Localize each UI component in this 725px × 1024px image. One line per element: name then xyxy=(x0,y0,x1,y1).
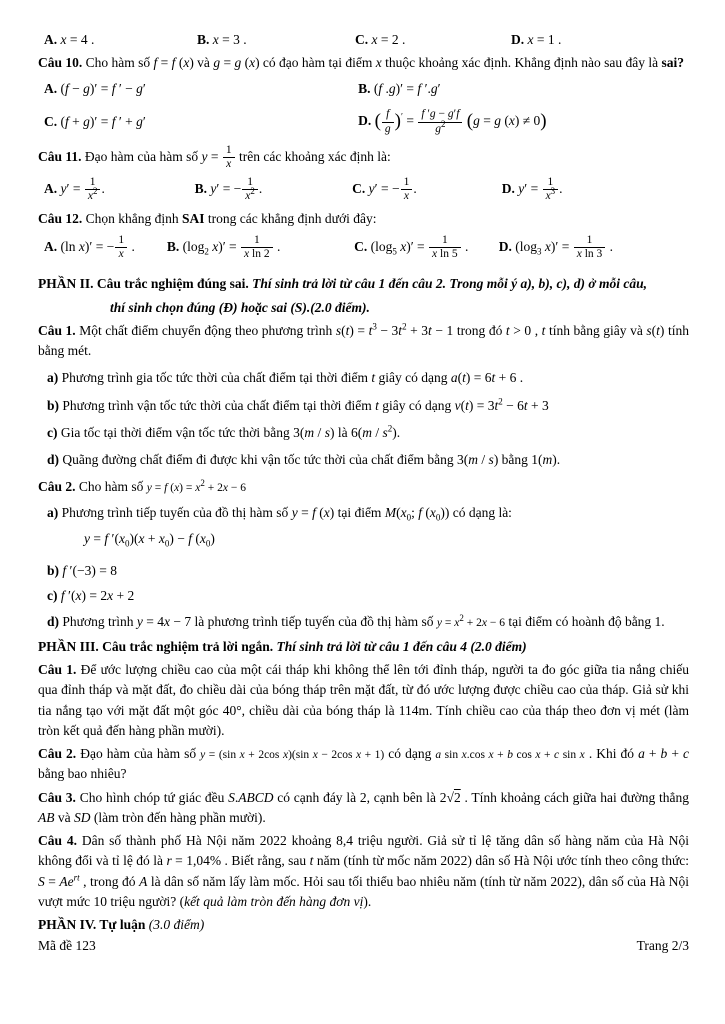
part2-question-2-stem: Câu 2. Cho hàm số y = f $(x) = x^2 + 2x - 6$ xyxy=(38,478,246,495)
q12-option-d: D. ($\log_3$ x)′ = $\frac{1}{\text{x ln 3}}$ . xyxy=(498,233,614,261)
p2q1-item-a: a) Phương trình gia tốc tức thời của chất điểm tại thời điểm t giây có dạng a(t) = 6t + 6 . xyxy=(47,370,524,386)
question-10-stem: Câu 10. Cho hàm số f = f (x) và g = g (x) có đạo hàm tại điểm x thuộc khoảng xác định. Khẳng định nào sau đây là sai? xyxy=(38,55,684,71)
q12-option-a: A. (ln x)′ = − $\frac{1}{x}$ . xyxy=(44,233,135,261)
q12-option-c: C. ($\log_5$ x)′ = $\frac{1}{\text{x ln 5}}$ . xyxy=(354,233,469,261)
question-12-stem: Câu 12. Chọn khẳng định SAI trong các khẳng định dưới đây: xyxy=(38,210,377,226)
question-11-stem: Câu 11. Đạo hàm của hàm số y = $\frac{1}{x}$ trên các khoảng xác định là: xyxy=(38,143,391,171)
page-number: Trang 2/3 xyxy=(636,938,689,954)
part3-question-2: Câu 2. Đạo hàm của hàm số y = (sin x + 2cos x)(sin x − 2cos x + 1) có dạng a sin x.cos x + b cos x + c sin x . Khi đó a + b + c bằng bao nhiêu? xyxy=(38,746,689,782)
q11-option-c: C. y′ = − $\frac{1}{x}$ . xyxy=(352,176,417,203)
answer-row xyxy=(44,30,689,50)
answer-option-b: B. x = 3 . xyxy=(197,32,247,47)
answer-option-d: D. x = 1 . xyxy=(511,32,562,47)
p2q1-item-c: c) Gia tốc tại thời điểm vận tốc tức thời bằng 3(m / s) là $6(m / s^2)$. xyxy=(47,423,401,440)
part4-header: PHẦN IV. Tự luận (3.0 điểm) xyxy=(38,917,205,933)
question-12-options xyxy=(44,234,689,261)
part3-header: PHẦN III. Câu trắc nghiệm trả lời ngắn. Thí sinh trả lời từ câu 1 đến câu 4 (2.0 điểm) xyxy=(38,638,527,654)
q10-option-d: D. ( $\frac{f}{g}$ )′ = $\frac{f 'g - g'f}{g^2}$ (g = g (x) ≠ 0) xyxy=(358,108,547,135)
q12-option-b: B. ($\log_2$ x)′ = $\frac{1}{\text{x ln 2}}$ . xyxy=(166,233,281,261)
p2q1-item-b: b) Phương trình vận tốc tức thời của chất điểm tại thời điểm t giây có dạng $v(t) = 3t^2 - 6t + 3$ xyxy=(47,396,549,413)
p2q2-item-a: a) Phương trình tiếp tuyến của đồ thị hàm số y = f (x) tại điểm $M(x_0$; f $(x_0)$) có dạng là: xyxy=(47,504,512,523)
q10-option-b: B. (f .g)′ = f ′.g′ xyxy=(358,80,441,96)
q11-option-d: D. y′ = $\frac{1}{x^3}$ . xyxy=(501,176,563,203)
part2-header-line1: PHẦN II. Câu trắc nghiệm đúng sai. Thí sinh trả lời từ câu 1 đến câu 2. Trong mỗi ý a), b), c), d) ở mỗi câu, xyxy=(38,276,647,292)
q11-option-a: A. y′ = $\frac{1}{x^2}$ . xyxy=(44,176,105,203)
p2q2-item-b: b) f ′(−3) = 8 xyxy=(47,563,117,579)
part3-question-4: Câu 4. Dân số thành phố Hà Nội năm 2022 khoảng 8,4 triệu người. Giả sử tỉ lệ tăng dân số hàng năm của Hà Nội không đổi và tỉ lệ đó là r = 1,04% . Biết rằng, sau t năm (tính từ mốc năm 2022) dân số Hà Nội ước tính theo công thức: $S = Ae^{rt}$ , trong đó A là dân số năm lấy làm mốc. Hỏi sau tối thiểu bao nhiêu năm (tính từ năm 2022), dân số của Hà Nội vượt mức 10 triệu người? (kết quả làm tròn đến hàng đơn vị). xyxy=(38,833,690,909)
answer-option-c: C. x = 2 . xyxy=(355,32,406,47)
question-10-options xyxy=(44,80,689,136)
part2-header-line2: thí sinh chọn đúng (Đ) hoặc sai (S).(2.0 điểm). xyxy=(110,299,370,315)
part3-question-3: Câu 3. Cho hình chóp tứ giác đều S.ABCD có cạnh đáy là 2, cạnh bên là 2√2 . Tính khoảng cách giữa hai đường thẳng AB và SD (làm tròn đến hàng phần mười). xyxy=(38,789,689,825)
p2q2-item-c: c) f ′(x) = 2x + 2 xyxy=(47,588,135,604)
q11-option-b: B. y′ = − $\frac{1}{x^2}$ . xyxy=(194,176,263,203)
page-footer xyxy=(38,938,689,954)
p2q2-item-d: d) Phương trình y = 4x − 7 là phương trình tiếp tuyến của đồ thị hàm số $y = x^2 + 2x - 6$ tại điểm có hoành độ bằng 1. xyxy=(47,612,665,629)
question-11-options xyxy=(44,176,689,203)
part2-question-1-stem: Câu 1. Một chất điểm chuyển động theo phương trình $s(t) = t^3 - 3t^2 + 3t - 1$ trong đó t > 0 , t tính bằng giây và s(t) tính bằng mét. xyxy=(38,321,689,359)
q10-option-a: A. (f − g)′ = f ′ − g′ xyxy=(44,80,146,96)
answer-option-a: A. x = 4 . xyxy=(44,32,95,47)
q10-option-c: C. (f + g)′ = f ′ + g′ xyxy=(44,113,146,129)
p2q2-tangent-formula: y = f $'(x_0)(x + x_0) - f$ $(x_0)$ xyxy=(84,530,215,549)
exam-code: Mã đề 123 xyxy=(38,938,96,954)
part3-question-1: Câu 1. Để ước lượng chiều cao của một cái tháp khi không thể lên tới đỉnh tháp, người ta đo góc giữa tia nắng chiếu qua đỉnh tháp và mặt đất, đo chiều dài của bóng tháp trên mặt đất, từ đó ước lượng được chiều cao của tháp. Giả sử khi tia nắng tạo với mặt đất một góc 40°, chiều dài của bóng tháp là 114m. Tính chiều cao của tháp theo đơn vị mét (làm tròn kết quả đến hàng phần mười). xyxy=(38,662,689,738)
p2q1-item-d: d) Quãng đường chất điểm đi được khi vận tốc tức thời của chất điểm bằng 3(m / s) bằng 1(m). xyxy=(47,452,561,468)
